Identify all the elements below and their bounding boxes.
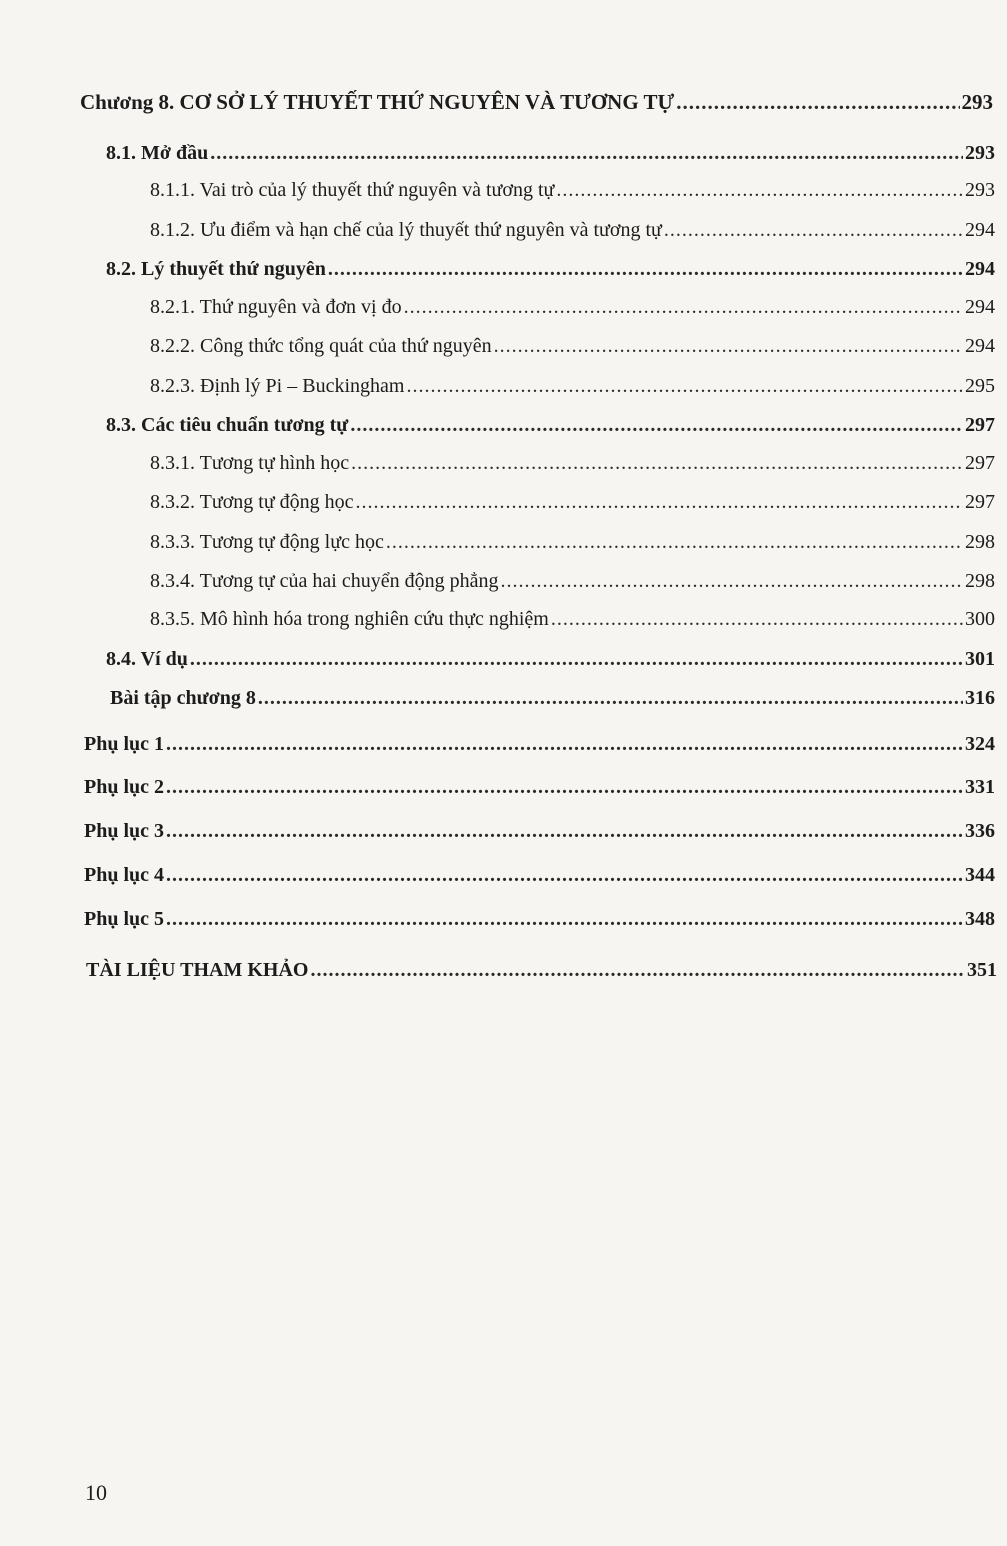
dot-leader xyxy=(351,450,963,476)
toc-entry-page: 348 xyxy=(965,908,995,930)
toc-entry-label: Phụ lục 1 xyxy=(84,733,165,755)
toc-entry-page: 324 xyxy=(965,733,995,755)
dot-leader xyxy=(664,217,963,243)
toc-entry-page: 294 xyxy=(965,335,995,357)
toc-entry-page: 331 xyxy=(965,776,995,798)
dot-leader xyxy=(406,373,963,399)
toc-entry-references xyxy=(86,957,997,983)
dot-leader xyxy=(258,685,963,711)
toc-entry-page: 294 xyxy=(965,219,995,241)
toc-entry-page: 297 xyxy=(965,414,995,436)
toc-entry-label: 8.3.4. Tương tự của hai chuyển động phẳng xyxy=(150,570,499,592)
dot-leader xyxy=(501,568,964,594)
toc-entry-page: 316 xyxy=(965,687,995,709)
toc-entry-8-3 xyxy=(106,412,995,438)
dot-leader xyxy=(556,177,963,203)
toc-entry-label: 8.1. Mở đầu xyxy=(106,142,209,164)
toc-entry-label: 8.4. Ví dụ xyxy=(106,648,188,670)
toc-entry-label: 8.2.1. Thứ nguyên và đơn vị đo xyxy=(150,296,402,318)
toc-entry-label: 8.3.1. Tương tự hình học xyxy=(150,452,350,474)
dot-leader xyxy=(676,89,959,115)
toc-entry-page: 293 xyxy=(965,179,995,201)
dot-leader xyxy=(350,412,963,438)
toc-entry-page: 300 xyxy=(965,608,995,630)
toc-entry-8-3-5 xyxy=(150,606,995,632)
toc-entry-page: 294 xyxy=(965,258,995,280)
toc-entry-label: 8.3. Các tiêu chuẩn tương tự xyxy=(106,414,349,436)
dot-leader xyxy=(190,646,963,672)
dot-leader xyxy=(356,489,963,515)
dot-leader xyxy=(551,606,963,632)
toc-entry-label: Phụ lục 3 xyxy=(84,820,165,842)
toc-entry-8-3-1 xyxy=(150,450,995,476)
toc-entry-label: 8.2.2. Công thức tổng quát của thứ nguyên xyxy=(150,335,492,357)
toc-entry-label: Phụ lục 5 xyxy=(84,908,165,930)
toc-entry-exercises-8 xyxy=(110,685,995,711)
toc-entry-label: Chương 8. CƠ SỞ LÝ THUYẾT THỨ NGUYÊN VÀ TƯƠNG TỰ xyxy=(80,90,675,114)
dot-leader xyxy=(310,957,965,983)
dot-leader xyxy=(166,731,963,757)
toc-entry-appendix-3 xyxy=(84,818,995,844)
toc-entry-8-4 xyxy=(106,646,995,672)
dot-leader xyxy=(166,906,963,932)
dot-leader xyxy=(166,862,963,888)
toc-entry-label: 8.3.3. Tương tự động lực học xyxy=(150,531,384,553)
toc-entry-8-3-2 xyxy=(150,489,995,515)
toc-entry-8-2-1 xyxy=(150,294,995,320)
toc-entry-label: 8.3.2. Tương tự động học xyxy=(150,491,354,513)
toc-entry-8-3-3 xyxy=(150,529,995,555)
toc-entry-page: 351 xyxy=(967,959,997,981)
toc-entry-page: 298 xyxy=(965,531,995,553)
toc-entry-label: 8.2. Lý thuyết thứ nguyên xyxy=(106,258,326,280)
toc-entry-label: TÀI LIỆU THAM KHẢO xyxy=(86,959,309,981)
dot-leader xyxy=(166,774,963,800)
toc-entry-label: 8.1.1. Vai trò của lý thuyết thứ nguyên và tương tự xyxy=(150,179,555,201)
dot-leader xyxy=(210,140,963,166)
toc-entry-page: 295 xyxy=(965,375,995,397)
toc-entry-8-2 xyxy=(106,256,995,282)
toc-entry-appendix-5 xyxy=(84,906,995,932)
toc-entry-page: 336 xyxy=(965,820,995,842)
toc-entry-page: 298 xyxy=(965,570,995,592)
toc-entry-appendix-2 xyxy=(84,774,995,800)
toc-entry-label: 8.2.3. Định lý Pi – Buckingham xyxy=(150,375,405,397)
toc-entry-label: 8.1.2. Ưu điểm và hạn chế của lý thuyết thứ nguyên và tương tự xyxy=(150,219,662,241)
toc-entry-8-1-1 xyxy=(150,177,995,203)
page-number: 10 xyxy=(85,1480,107,1505)
toc-entry-label: Bài tập chương 8 xyxy=(110,687,256,709)
dot-leader xyxy=(386,529,963,555)
toc-entry-8-1-2 xyxy=(150,217,995,243)
dot-leader xyxy=(404,294,963,320)
toc-entry-page: 293 xyxy=(961,90,993,114)
dot-leader xyxy=(494,333,963,359)
toc-entry-8-1 xyxy=(106,140,995,166)
toc-entry-page: 293 xyxy=(965,142,995,164)
dot-leader xyxy=(328,256,963,282)
toc-entry-label: Phụ lục 2 xyxy=(84,776,165,798)
toc-entry-page: 294 xyxy=(965,296,995,318)
dot-leader xyxy=(166,818,963,844)
toc-entry-appendix-4 xyxy=(84,862,995,888)
toc-entry-label: 8.3.5. Mô hình hóa trong nghiên cứu thực nghiệm xyxy=(150,608,549,630)
toc-entry-chapter-8 xyxy=(80,89,993,115)
toc-entry-page: 297 xyxy=(965,452,995,474)
toc-entry-page: 301 xyxy=(965,648,995,670)
toc-entry-page: 297 xyxy=(965,491,995,513)
toc-entry-8-2-2 xyxy=(150,333,995,359)
toc-entry-8-2-3 xyxy=(150,373,995,399)
toc-entry-8-3-4 xyxy=(150,568,995,594)
toc-entry-appendix-1 xyxy=(84,731,995,757)
toc-entry-page: 344 xyxy=(965,864,995,886)
toc-entry-label: Phụ lục 4 xyxy=(84,864,165,886)
